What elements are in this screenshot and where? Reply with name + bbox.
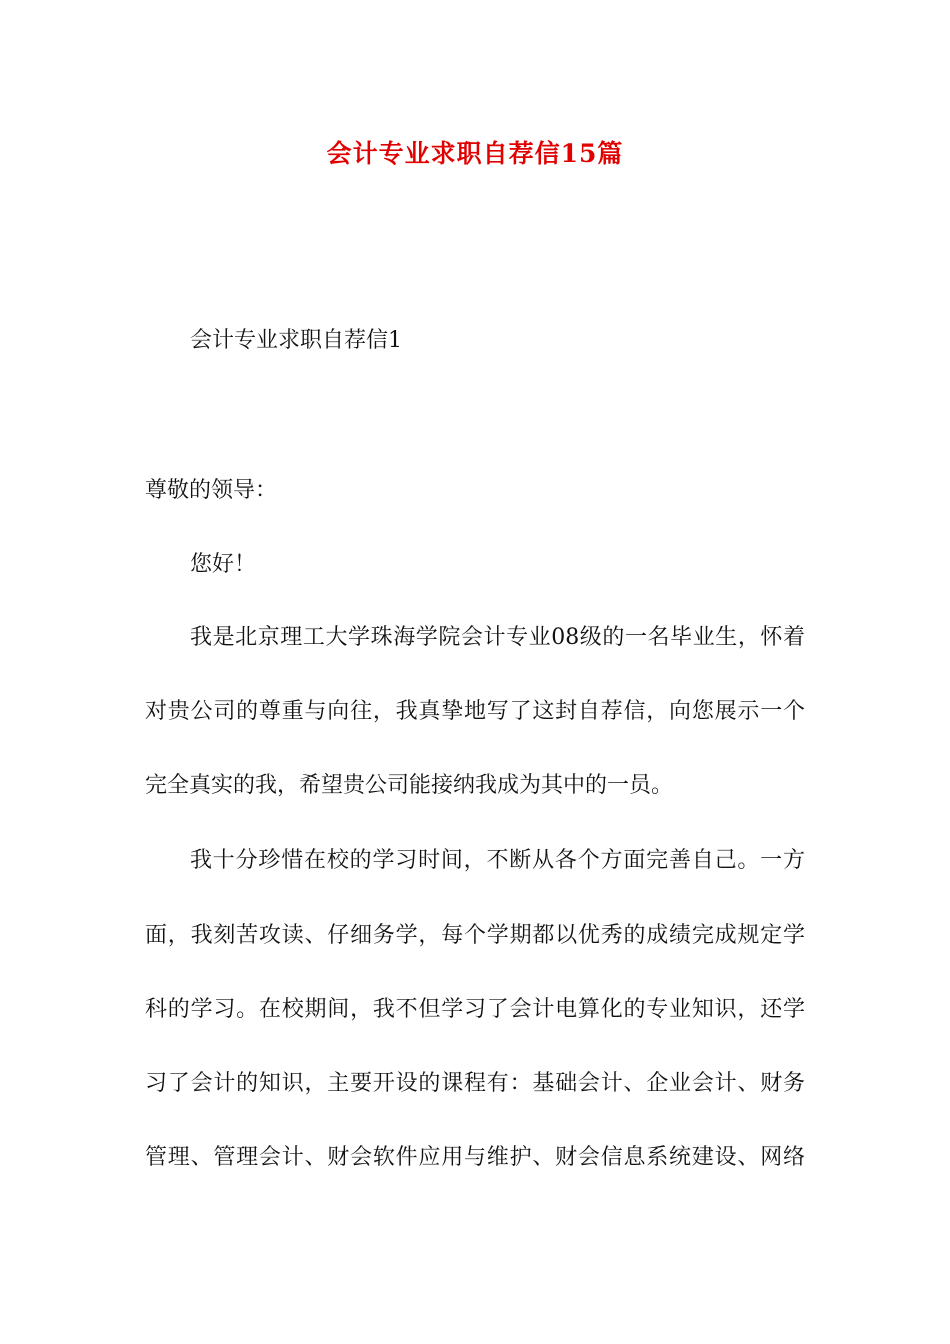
paragraph2-line5: 管理、管理会计、财会软件应用与维护、财会信息系统建设、网络 [145,1145,805,1170]
paragraph1-line1: 我是北京理工大学珠海学院会计专业08级的一名毕业生，怀着 [190,625,805,650]
paragraph2-line1: 我十分珍惜在校的学习时间，不断从各个方面完善自己。一方 [190,848,805,873]
greeting: 您好！ [190,552,257,577]
paragraph2-line4: 习了会计的知识，主要开设的课程有：基础会计、企业会计、财务 [145,1071,805,1096]
salutation: 尊敬的领导： [145,478,278,503]
paragraph2-line3: 科的学习。在校期间，我不但学习了会计电算化的专业知识，还学 [145,997,805,1022]
section-heading: 会计专业求职自荐信1 [190,328,402,353]
document-title: 会计专业求职自荐信15篇 [326,139,624,168]
paragraph1-line3: 完全真实的我，希望贵公司能接纳我成为其中的一员。 [145,773,674,798]
paragraph1-line2: 对贵公司的尊重与向往，我真挚地写了这封自荐信，向您展示一个 [145,699,805,724]
paragraph2-line2: 面，我刻苦攻读、仔细务学，每个学期都以优秀的成绩完成规定学 [145,923,805,948]
